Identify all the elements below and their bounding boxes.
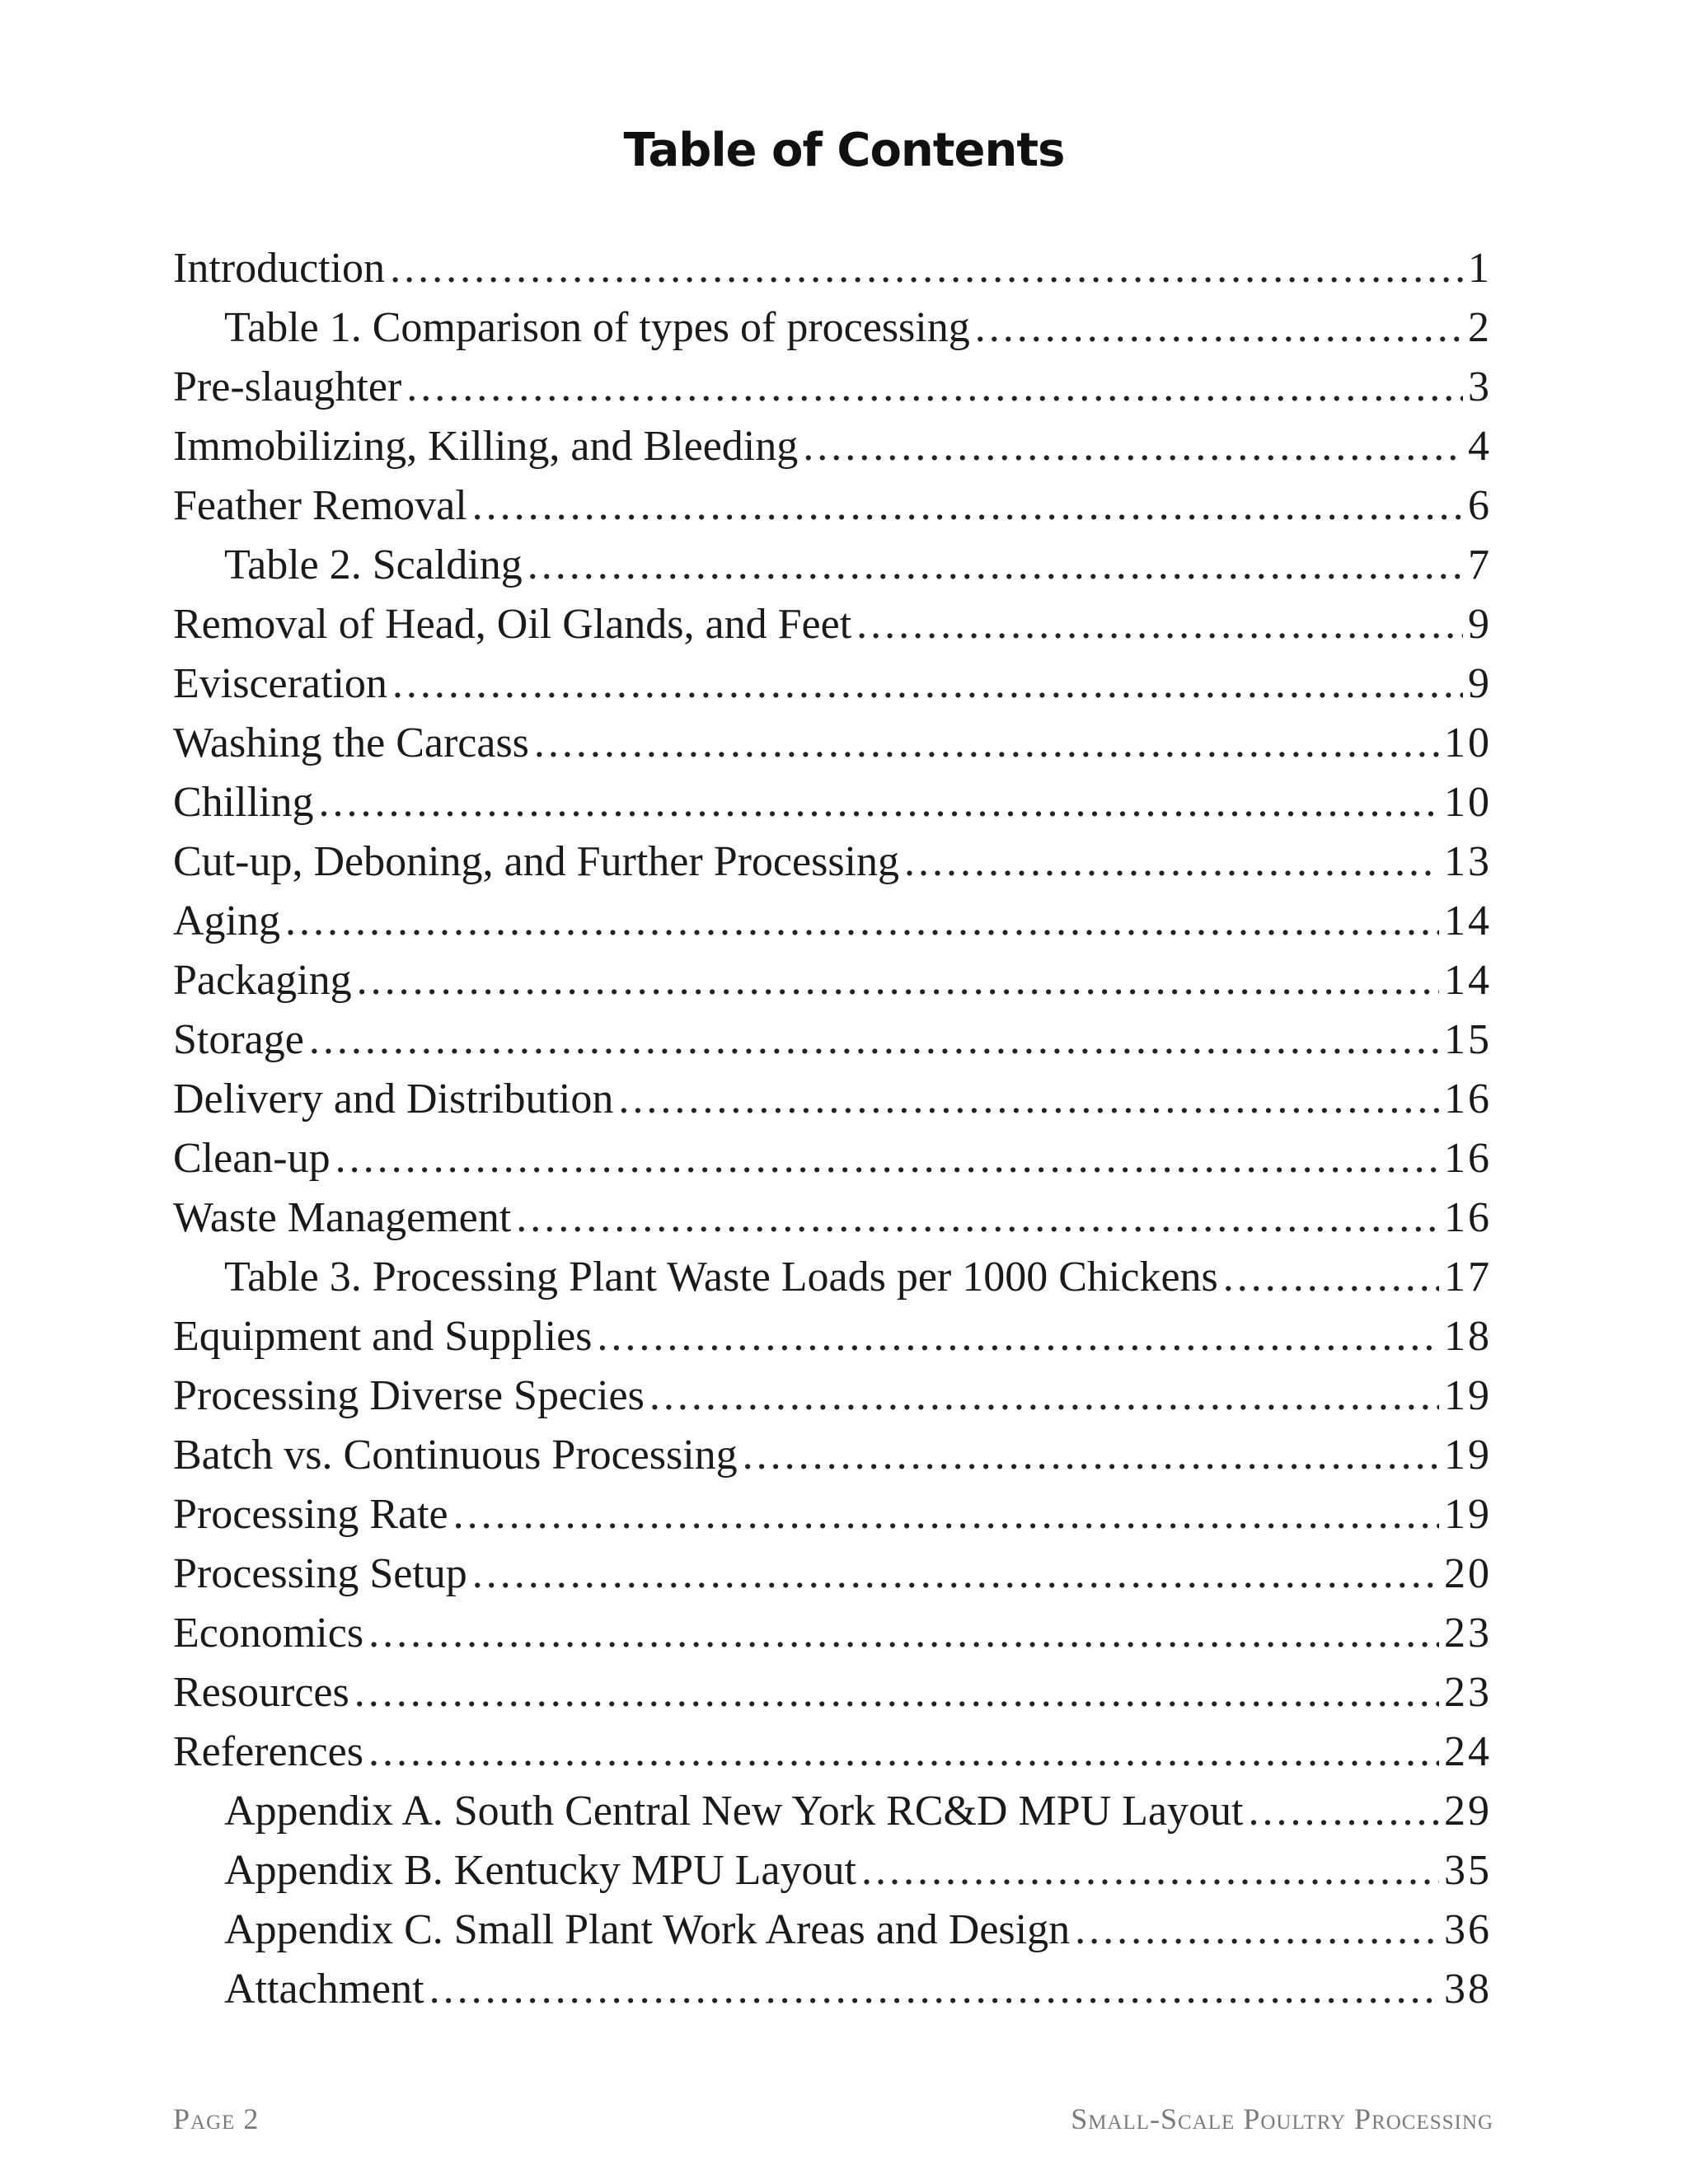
toc-entry[interactable]	[173, 1010, 1492, 1070]
toc-entry-page-number: 7	[1468, 541, 1492, 588]
toc-dot-leader	[1223, 1248, 1439, 1307]
toc-entry-page-number: 6	[1468, 482, 1492, 529]
toc-entry-page-number: 20	[1444, 1550, 1492, 1597]
toc-entry-label: Appendix A. South Central New York RC&D MPU Layout	[224, 1788, 1244, 1835]
toc-entry-label: Attachment	[224, 1966, 424, 2013]
toc-entry-page-number: 35	[1444, 1847, 1492, 1894]
toc-entry[interactable]	[173, 951, 1492, 1010]
toc-dot-leader	[618, 1070, 1439, 1129]
toc-entry[interactable]	[173, 298, 1492, 358]
toc-entry[interactable]	[173, 1604, 1492, 1663]
table-of-contents	[173, 239, 1492, 2019]
toc-entry-label: Clean-up	[173, 1135, 331, 1182]
page-title: Table of Contents	[623, 124, 1065, 177]
toc-entry-label: Appendix C. Small Plant Work Areas and Design	[224, 1906, 1071, 1953]
toc-dot-leader	[904, 832, 1439, 892]
toc-dot-leader	[856, 595, 1463, 654]
toc-entry[interactable]	[173, 1426, 1492, 1485]
footer-document-title: Small-Scale Poultry Processing	[1071, 2102, 1493, 2135]
toc-entry-label: Processing Setup	[173, 1550, 467, 1597]
toc-entry[interactable]	[173, 358, 1492, 417]
toc-entry-page-number: 38	[1444, 1966, 1492, 2013]
toc-entry-page-number: 16	[1444, 1076, 1492, 1122]
toc-entry-label: Table 3. Processing Plant Waste Loads per 1000 Chickens	[224, 1254, 1218, 1301]
toc-entry[interactable]	[173, 595, 1492, 654]
toc-entry-label: Delivery and Distribution	[173, 1076, 614, 1122]
toc-entry[interactable]	[173, 1900, 1492, 1960]
toc-entry-label: Removal of Head, Oil Glands, and Feet	[173, 601, 852, 648]
toc-entry-label: Packaging	[173, 957, 352, 1004]
toc-entry[interactable]	[173, 773, 1492, 832]
toc-entry-page-number: 4	[1468, 423, 1492, 470]
toc-entry-page-number: 3	[1468, 363, 1492, 410]
toc-entry-page-number: 18	[1444, 1313, 1492, 1360]
toc-entry-label: Chilling	[173, 779, 314, 826]
toc-entry-page-number: 2	[1468, 304, 1492, 351]
toc-entry-label: Introduction	[173, 245, 386, 292]
toc-entry[interactable]	[173, 1663, 1492, 1722]
toc-entry-label: Resources	[173, 1669, 349, 1716]
toc-entry-page-number: 17	[1444, 1254, 1492, 1301]
toc-entry-page-number: 10	[1444, 719, 1492, 766]
toc-entry[interactable]	[173, 239, 1492, 298]
toc-entry-page-number: 14	[1444, 957, 1492, 1004]
footer-page-number: Page 2	[173, 2102, 260, 2135]
toc-entry-label: Processing Rate	[173, 1491, 448, 1538]
toc-dot-leader	[368, 1722, 1439, 1782]
toc-entry-page-number: 9	[1468, 660, 1492, 707]
toc-dot-leader	[390, 239, 1463, 298]
toc-dot-leader	[528, 536, 1463, 595]
toc-dot-leader	[597, 1307, 1439, 1366]
toc-entry[interactable]	[173, 1070, 1492, 1129]
toc-entry-page-number: 29	[1444, 1788, 1492, 1835]
toc-entry[interactable]	[173, 476, 1492, 536]
toc-entry-label: Feather Removal	[173, 482, 467, 529]
toc-entry-label: Immobilizing, Killing, and Bleeding	[173, 423, 799, 470]
toc-entry-label: Equipment and Supplies	[173, 1313, 593, 1360]
toc-dot-leader	[534, 714, 1439, 773]
toc-entry-page-number: 19	[1444, 1432, 1492, 1479]
toc-entry-page-number: 16	[1444, 1194, 1492, 1241]
toc-entry-page-number: 13	[1444, 838, 1492, 885]
toc-entry[interactable]	[173, 654, 1492, 714]
toc-dot-leader	[429, 1960, 1439, 2019]
toc-entry[interactable]	[173, 1544, 1492, 1604]
toc-dot-leader	[285, 892, 1439, 951]
toc-entry-label: Evisceration	[173, 660, 387, 707]
toc-dot-leader	[368, 1604, 1439, 1663]
toc-dot-leader	[472, 476, 1463, 536]
toc-entry[interactable]	[173, 1485, 1492, 1544]
toc-entry[interactable]	[173, 1782, 1492, 1841]
toc-entry-page-number: 14	[1444, 898, 1492, 944]
toc-dot-leader	[472, 1544, 1439, 1604]
toc-dot-leader	[318, 773, 1439, 832]
toc-entry-page-number: 23	[1444, 1669, 1492, 1716]
toc-entry-page-number: 19	[1444, 1491, 1492, 1538]
toc-entry-label: Storage	[173, 1016, 304, 1063]
toc-entry[interactable]	[173, 1960, 1492, 2019]
toc-entry[interactable]	[173, 536, 1492, 595]
toc-entry-page-number: 19	[1444, 1372, 1492, 1419]
toc-entry[interactable]	[173, 892, 1492, 951]
toc-dot-leader	[649, 1366, 1439, 1426]
toc-entry-page-number: 23	[1444, 1610, 1492, 1657]
toc-entry-label: References	[173, 1728, 363, 1775]
toc-entry-page-number: 10	[1444, 779, 1492, 826]
toc-dot-leader	[309, 1010, 1439, 1070]
toc-entry-page-number: 9	[1468, 601, 1492, 648]
toc-entry-page-number: 24	[1444, 1728, 1492, 1775]
toc-dot-leader	[335, 1129, 1439, 1188]
toc-entry-label: Appendix B. Kentucky MPU Layout	[224, 1847, 856, 1894]
toc-entry[interactable]	[173, 1366, 1492, 1426]
toc-entry[interactable]	[173, 714, 1492, 773]
toc-entry-label: Aging	[173, 898, 280, 944]
toc-entry[interactable]	[173, 1841, 1492, 1900]
toc-entry-label: Processing Diverse Species	[173, 1372, 645, 1419]
toc-entry-label: Economics	[173, 1610, 364, 1657]
toc-entry-page-number: 15	[1444, 1016, 1492, 1063]
toc-entry-label: Batch vs. Continuous Processing	[173, 1432, 738, 1479]
toc-dot-leader	[453, 1485, 1439, 1544]
toc-entry-page-number: 1	[1468, 245, 1492, 292]
toc-entry-label: Waste Management	[173, 1194, 512, 1241]
toc-entry[interactable]	[173, 417, 1492, 476]
toc-entry-label: Cut-up, Deboning, and Further Processing	[173, 838, 900, 885]
toc-dot-leader	[406, 358, 1463, 417]
toc-dot-leader	[357, 951, 1439, 1010]
toc-dot-leader	[975, 298, 1463, 358]
toc-entry[interactable]	[173, 1722, 1492, 1782]
toc-entry[interactable]	[173, 832, 1492, 892]
toc-entry-label: Table 1. Comparison of types of processing	[224, 304, 970, 351]
toc-dot-leader	[392, 654, 1463, 714]
toc-entry-label: Washing the Carcass	[173, 719, 529, 766]
toc-dot-leader	[354, 1663, 1439, 1722]
toc-entry[interactable]	[173, 1188, 1492, 1248]
toc-dot-leader	[1075, 1900, 1439, 1960]
toc-entry-page-number: 36	[1444, 1906, 1492, 1953]
toc-entry[interactable]	[173, 1129, 1492, 1188]
toc-dot-leader	[1248, 1782, 1439, 1841]
toc-entry[interactable]	[173, 1248, 1492, 1307]
toc-entry-label: Pre-slaughter	[173, 363, 402, 410]
toc-entry-page-number: 16	[1444, 1135, 1492, 1182]
toc-entry[interactable]	[173, 1307, 1492, 1366]
toc-entry-label: Table 2. Scalding	[224, 541, 523, 588]
toc-dot-leader	[803, 417, 1463, 476]
toc-dot-leader	[861, 1841, 1439, 1900]
toc-dot-leader	[516, 1188, 1439, 1248]
toc-dot-leader	[743, 1426, 1439, 1485]
